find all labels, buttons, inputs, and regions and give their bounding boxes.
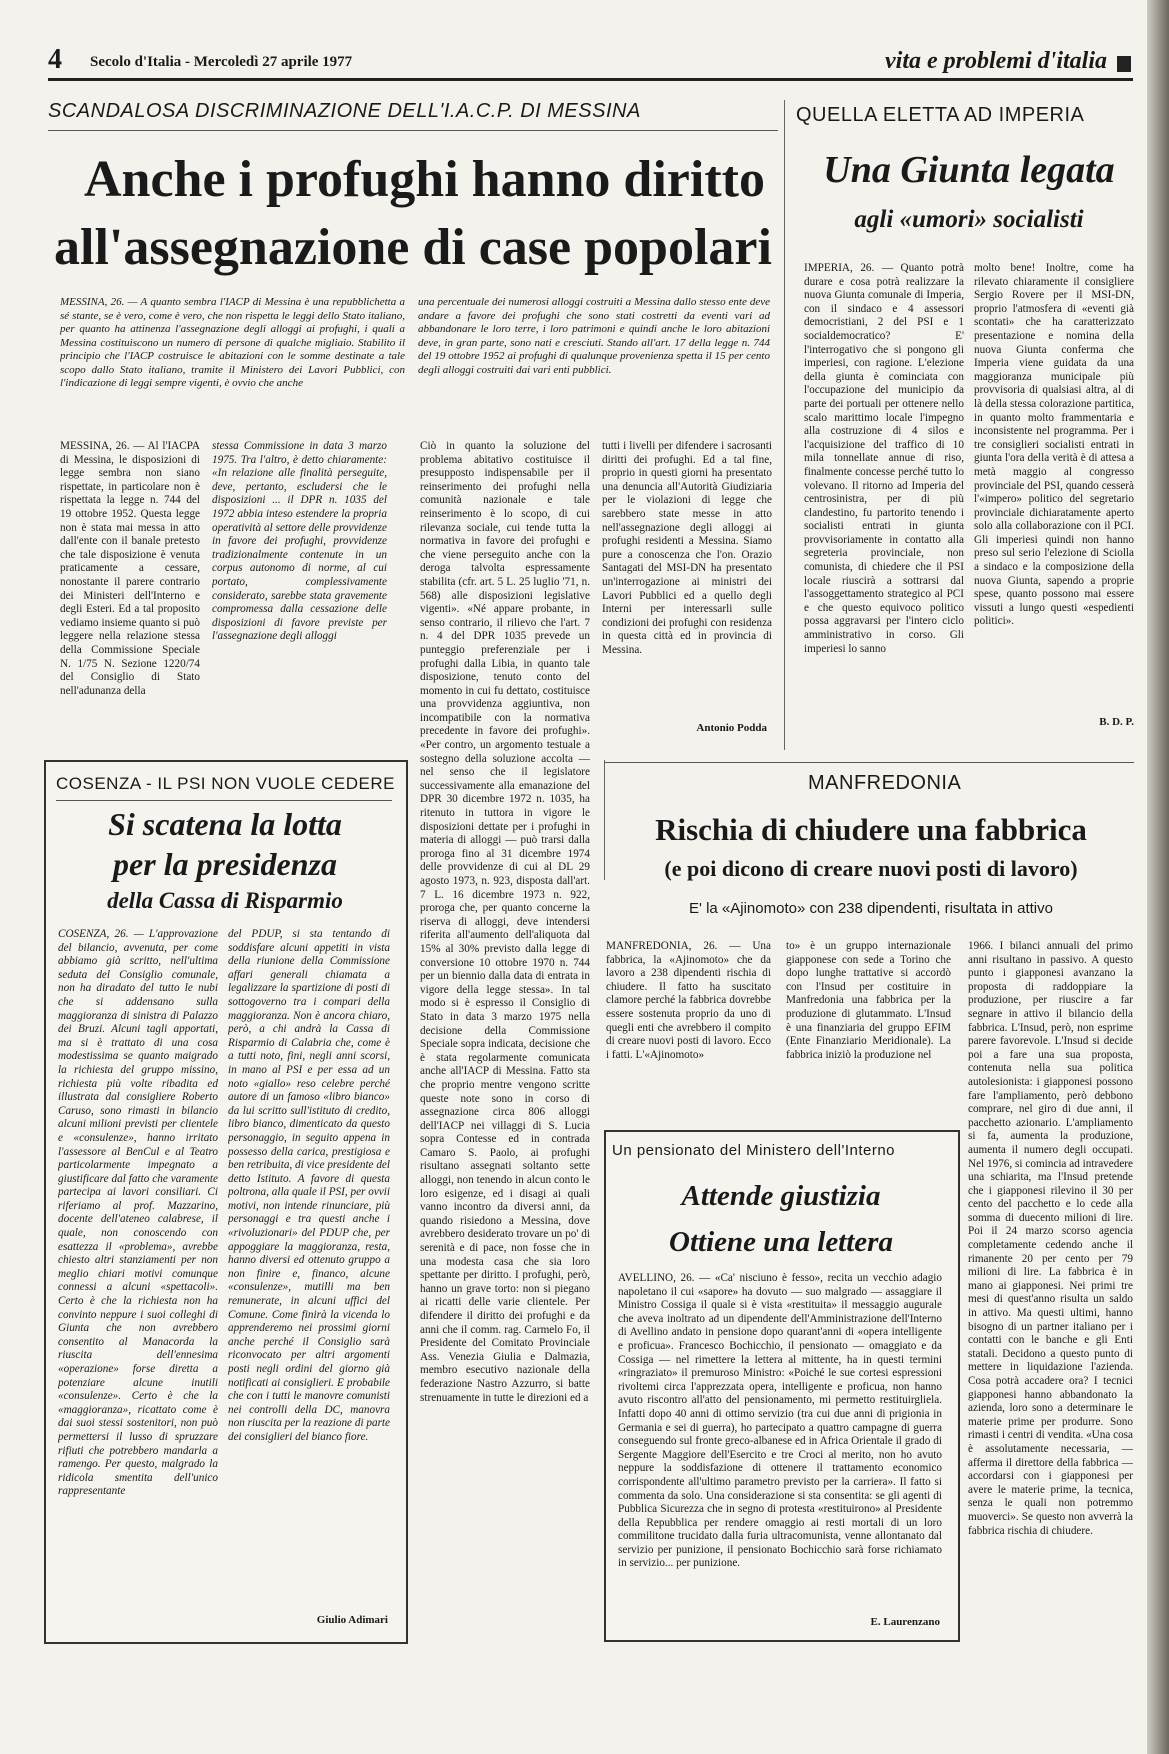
- lead-kicker: SCANDALOSA DISCRIMINAZIONE DELL'I.A.C.P. DI MESSINA: [48, 100, 641, 122]
- manfredonia-headline: Rischia di chiudere una fabbrica: [655, 812, 1087, 847]
- cosenza-kicker-rule: [56, 800, 392, 801]
- manfredonia-kicker: MANFREDONIA: [808, 772, 962, 794]
- cosenza-headline-1: Si scatena la lotta: [108, 806, 342, 842]
- manfredonia-deck: E' la «Ajinomoto» con 238 dipendenti, risultata in attivo: [689, 900, 1053, 917]
- publication-date: Secolo d'Italia - Mercoledì 27 aprile 1977: [90, 54, 353, 70]
- lead-body-col-4: tutti i livelli per difendere i sacrosanti diritti dei profughi. Ed a tal fine, proprio in questi giorni ha presentato una denuncia all'Autorità Giudiziaria per le violazioni di legge che sarebbero state messe in atto nell'assegnazione degli alloggi ai profughi residenti a Messina. Siamo pure a conoscenza che l'on. Orazio Santagati del MSI-DN ha presentato un'interrogazione ai ministri dei Lavori Pubblici ed a quello degli Interni per interessarli sulle condizioni dei profughi con residenza in questa città ed in provincia di Messina.: [602, 440, 772, 656]
- section-mark-icon: [1117, 56, 1131, 72]
- lead-intro-col-2: una percentuale dei numerosi alloggi costruiti a Messina dallo stesso ente deve andare a favore dei profughi che sono stati costretti da eventi vari ad abbandonare le loro terre, i loro patrimoni e quindi anche le loro abitazioni deve, in gran parte, sono nati e cresciuti. Stando all'art. 17 della legge n. 744 del 19 ottobre 1952 ai profughi di qualunque provenienza spetta il 15 per cento degli alloggi costruiti dai vari enti pubblici.: [418, 296, 770, 376]
- lead-intro-col-1: MESSINA, 26. — A quanto sembra l'IACP di Messina è una repubblichetta a sé stante, se è vero, come è vero, che non rispetta le leggi dello Stato italiano, per quanto ha attinenza l'assegnazione degli alloggi ai profughi, i quali a Messina costituiscono un numero di persone di qualche migliaio. Stabilito il principio che l'IACP costruisce le abitazioni con le somme destinate a tale scopo dallo Stato italiano, tramite il Ministero dei Lavori Pubblici, con l'indicazione di leggi sempre vigenti, è ovvio che anche: [60, 296, 405, 389]
- cosenza-col-1: COSENZA, 26. — L'approvazione del bilancio, avvenuta, per come abbiamo già scritto, nell'ultima seduta del Consiglio comunale, non ha diradato del tutto le nubi che si addensano sulla maggioranza di sinistra di Palazzo dei Bruzi. Alcuni tagli apportati, ma si è trattato di una cosa modestissima se quanto maigrado la richiesta del gruppo missino, richiesta più volte ribadita ed illustrata dal consigliere Roberto Caruso, sono rimasti in bilancio alcuni milioni previsti per clientele e «consulenze», hanno irritato l'assessore al BenCul e al Teatro particolarmente impegnato a giustificare dal fatto che varamente partecipa ai lavori consiliari. Ci riferiamo al prof. Mazzarino, docente dell'ateneo calabrese, il quale, non conoscendo con esattezza il «problema», avrebbe chiesto altri stanziamenti per non meglio chiari motivi comunque connessi a alcuni «spettacoli». Certo è che la richiesta non ha convinto neppure i suoi colleghi di Giunta che non avrebbero consentito al Manacorda la riuscita dell'ennesima «operazione» forse diretta a potenziare alcune inutili «consulenze». Certo è che la «maggioranza», ricattato come è dai suoi stessi sostenitori, non può permettersi il lusso di spruzzare rifiuti che potrebbero mandarla a ramengo. Per questo, malgrado la ridicola smentita dell'unico rappresentante: [58, 928, 218, 1498]
- lead-headline-2: all'assegnazione di case popolari: [54, 219, 772, 276]
- imperia-headline: Una Giunta legata: [823, 149, 1115, 191]
- avellino-body: AVELLINO, 26. — «Ca' nisciuno è fesso», recita un vecchio adagio napoletano il cui «sapore» ha dovuto — suo malgrado — assaggiare il Ministro Cossiga il quale si è vista «restituita» il messaggio augurale che aveva inoltrato ad un dipendente dell'Amministrazione dell'Interno di Avellino andato in pensione dopo quarant'anni di «opera intelligente e proficua». Francesco Bochicchio, il pensionato — omaggiato e da Cossiga — nel rimettere la lettera al mittente, ha in questi termini «ringraziato» il premuroso Ministro: «Poiché le sue cortesi espressioni rivoltemi circa l'apprezzata opera, intelligente e proficua, non hanno avuto riscontro all'atto del pensionamento, mi permetto restituirgliela. Infatti dopo 40 anni di ottimo servizio (tra cui due anni di prigionia in Germania e sei di guerra), ho partecipato a quattro campagne di guerra conseguendo sul fronte greco-albanese ed in Africa Orientale il grado di Sergente Maggiore dell'Esercito e tre Croci al merito, non ho avuto neppure la soddisfazione di ottenere il trattamento economico corrispondente all'ultimo parametro previsto per la carriera». Il fatto si commenta da solo. Una considerazione si sta consentita: se gli agenti di Pubblica Sicurezza che in segno di protesta «restituirono» al Presidente della Repubblica per rendere omaggio ai resti mortali di un loro commilitone trucidato dalla furia ultracomunista, venne allontanato dal servizio per punizione, il pensionato Bochicchio sarà forse richiamato in servizio... per punizione.: [618, 1272, 942, 1570]
- imperia-col-1: IMPERIA, 26. — Quanto potrà durare e cosa potrà realizzare la nuova Giunta comunale di Imperia, con il sindaco e 4 assessori democristiani, 2 del PSI e 1 socialdemocratico? E' l'interrogativo che si pongono gli imperiesi, con ragione. L'elezione della giunta è cominciata con l'occupazione del municipio da parte dei portuali per ottenere nello scalo marittimo locale l'impegno alla costruzione di 4 silos e l'acquisizione del traffico di 10 mila tonnellate annue di riso, finalmente concesse perché tutto lo volevano. Il ritorno ad Imperia del centrosinistra, per di più clandestino, fu partorito tenendo i socialisti entrati in giunta provvisoriamente in contatto alla segreteria provinciale, non comunista, di chiedere che il PSI locale riuscirà a sottrarsi dal l'assoggettamento strategico al PCI e che questo equivoco politico possa aggravarsi per l'intero ciclo amministrativo in corso. Gli imperiesi lo sanno: [804, 262, 964, 655]
- lead-signature: Antonio Podda: [696, 722, 767, 734]
- lead-headline-1: Anche i profughi hanno diritto: [84, 151, 765, 208]
- page-number: 4: [48, 44, 62, 75]
- manfredonia-top-rule: [604, 762, 1134, 763]
- lead-body-col-3: Ciò in quanto la soluzione del problema abitativo costituisce il presupposto indispensabile per il reinserimento dei profughi nella comunità nazionale e tale reinserimento è lo scopo, di cui rilevanza sociale, cui tende tutta la normativa in favore dei profughi e che viene perseguito anche con la deroga talvolta espressamente stabilita (cfr. art. 5 L. 25 luglio '71, n. 568) alle disposizioni legislative vigenti». «Né appare probante, in senso contrario, il rilievo che l'art. 7 n. 4 del DPR 1035 prevede un punteggio preferenziale per i profughi dalla Libia, in quanto tale disposizione, tenuto conto del momento in cui fu dettato, costituisce una provvidenza aggiuntiva, non incompatibile con la normativa precedente in favore dei profughi». «Per contro, un argomento testuale a sostegno della soluzione accolta — nel senso che il legislatore successivamente alla emanazione del DPR 30 dicembre 1972 n. 1035, ha ritenuto in tuttora in vigore le disposizioni dettate per i profughi in materia di alloggi — può trarsi dalla proroga fino al 31 dicembre 1974 delle provvidenze di cui al DL 29 agosto 1973, n. 923, disposta dall'art. 7 L. 16 dicembre 1973 n. 922, proroga che, per quanto concerne la riserva di alloggi, deve intendersi riferita all'aumento dell'aliquota dal 15% al 30% previsto dalla legge di conversione 10 ottobre 1970 n. 744 per un biennio dalla data di entrata in vigore della legge stessa». In tal modo si è espresso il Consiglio di Stato in data 3 marzo 1975 nella decisione della Commissione Speciale sopra indicata, decisione che è stata regolarmente comunicata anche all'IACP di Messina. Fatto sta che proprio mentre vengono scritte queste note sono in corso di assegnazione circa 806 alloggi dell'IACP nei villaggi di S. Lucia sopra Contesse ed in contrada Camaro S. Paolo, ai profughi risultano assegnati soltanto sette alloggi, non tenendo in alcun conto le loro esigenze, ed i disagi ai quali vanno incontro da diversi anni, da quando risiedono a Messina, dove avrebbero desiderato trovare un po' di serenità e di pace, non fosse che in una modesta casa che sia loro spettante per diritto. I profughi, però, hanno un grave torto: non si piegano ai ricatti delle varie clientele. Per difendere il diritto dei profughi e da anni che il comm. rag. Carmelo Fo, il Presidente del Comitato Provinciale Ass. Venezia Giulia e Dalmazia, membro esecutivo nazionale della federazione Nastro Azzurro, si batte strenuamente in tutte le direzioni ed a: [420, 440, 590, 1404]
- manfredonia-col-2: to» è un gruppo internazionale giapponese con sede a Torino che dopo lunghe trattative si accordò con l'Insud per costituire in Manfredonia una fabbrica per la produzione di glutammato. L'Insud è una finanziaria del gruppo EFIM (Ente Finanziario Meridionale). La fabbrica iniziò la produzione nel: [786, 940, 951, 1061]
- cosenza-col-2: del PDUP, si sta tentando di soddisfare alcuni appetiti in vista della riunione della Commissione affari generali chiamata a legalizzare la spartizione di posti di sottogoverno tra i compari della maggioranza. Non è ancora chiaro, però, a chi andrà la Cassa di Risparmio di Calabria che, come è a tutti noto, fini, negli anni scorsi, in mano al PSI e per essa ad un noto «giallo» reso celebre perché autore di un famoso «libro bianco» da lui scritto sull'istituto di credito, libro bianco, dimenticato da questo personaggio, in seguito appena in possesso della carica, prestigiosa e ben retribuita, di vice presidente del detto Istituto. A favore di questa poltrona, alla quale il PSI, per ovvii motivi, non intende rinunciare, più personaggi e tra questi anche i «rivoluzionari» del PDUP che, per appoggiare la maggioranza, resta, hanno diversi ed ottenuto gruppo a non finire e, financo, alcune «consulenze», mutilli ma ben remunerate, in alcuni uffici del Comune. Come finirà la vicenda lo apprenderemo nei prossimi giorni anche perché il Consiglio sarà riconvocato per altri argomenti posti negli ordini del giorno già notificati ai consiglieri. E probabile che con i tutti le manovre comunisti nei controlli della DC, manovra non riuscita per la reazione di parte dei consiglieri del bianco fiore.: [228, 928, 390, 1443]
- lead-body-col-1: MESSINA, 26. — Al l'IACPA di Messina, le disposizioni di legge sembra non siano rispettate, in particolare non è rispettata la legge n. 744 del 19 ottobre 1952. Questa legge non è stata mai messa in atto dall'ente con il banale pretesto che tale disposizione è venuta praticamente a cessare, nonostante il parere contrario dei Ministeri dell'Interno e degli Esteri. Ed a tal proposito vediamo insieme quanto si può leggere nella relazione stessa della Commissione Speciale N. 1/75 N. Sezione 1220/74 del Consiglio di Stato nell'adunanza della: [60, 440, 200, 697]
- avellino-signature: E. Laurenzano: [870, 1616, 940, 1628]
- imperia-subhead: agli «umori» socialisti: [854, 206, 1084, 233]
- cosenza-headline-2: per la presidenza: [113, 846, 337, 882]
- cosenza-kicker: COSENZA - IL PSI NON VUOLE CEDERE: [56, 774, 395, 793]
- imperia-kicker: QUELLA ELETTA AD IMPERIA: [796, 104, 1085, 126]
- avellino-headline-1: Attende giustizia: [681, 1180, 881, 1212]
- cosenza-signature: Giulio Adimari: [316, 1614, 388, 1626]
- imperia-col-2: molto bene! Inoltre, come ha rilevato chiaramente il consigliere Sergio Rovere per il MSI-DN, proprio l'atmosfera di «eventi già scontati» che ha caratterizzato presentazione e nomina della nuova Giunta conferma che Imperia viene guidata da una maggioranza municipale più provvisoria di qualsiasi altra, al di là della stessa colorazione partitica, in quanto molto frammentaria e inconsistente nel programma. Per i tre consiglieri socialisti entrati in giunta l'ora della verità è di attesa a metà maggio al congresso provinciale del PSI, quando cesserà l'«impero» politico del segretario provinciale dichiaratamente aperto solo alla collaborazione con il PCI. Gli imperiesi quindi non hanno preso sul serio l'elezione di Sciolla a sindaco e la composizione della nuova Giunta, sapendo a proprie spese, quanto possono mai essere vissuti a lungo questi «espedienti politici».: [974, 262, 1134, 628]
- cosenza-subhead: della Cassa di Risparmio: [107, 888, 343, 913]
- avellino-headline-2: Ottiene una lettera: [669, 1226, 893, 1258]
- section-title: vita e problemi d'italia: [885, 48, 1107, 74]
- avellino-kicker: Un pensionato del Ministero dell'Interno: [612, 1142, 896, 1159]
- manfredonia-subhead: (e poi dicono di creare nuovi posti di lavoro): [664, 856, 1078, 881]
- page-binding-edge: [1147, 0, 1169, 1754]
- manfredonia-col-3: 1966. I bilanci annuali del primo anni risultano in passivo. A questo punto i giapponesi avanzano la proposta di raddoppiare la produzione, per riuscire a far segnare in attivo il bilancio della fabbrica. L'Insud, però, non esprime parere favorevole. L'Insud si decide poi a fare una sua proposta, contenuta nella sua politica autolesionista: i giapponesi possono fare l'ampliamento, però debbono comprare, nel giro di due anni, il pacchetto azionario. L'ampliamento si fa, aumenta la produzione, aumenta il numero degli occupati. Nel 1976, si comincia ad intravedere una schiarita, ma l'Insud pretende che i giapponesi rilevino il 30 per cento del pacchetto e lo cede alla somma di duecento milioni di lire. Poi il 24 marzo scorso agencia completamente cedendo anche il rimanente 20 per cento per 79 milioni di lire. La fabbrica è in mano ai giapponesi. Nei primi tre mesi di quest'anno risulta un saldo in attivo. Ma questi ultimi, hanno bisogno di un partner italiano per i contatti con le banche e gli Enti statali. Decidono a questo punto di mettere in liquidazione l'azienda. Cosa potrà accadere ora? I tecnici giapponesi hanno abbandonato la azienda, loro sono a determinare le materie prime per produrre. Sono rimasti i centri di vendita. «Una cosa è assolutamente necessaria, — afferma il direttore della fabbrica — accordarsi con i giapponesi per avere le materie prime, la tecnica, senza le quali non potremmo muoverci». Se questo non avverrà la fabbrica rischia di chiudere.: [968, 940, 1133, 1537]
- imperia-signature: B. D. P.: [1099, 716, 1134, 728]
- lead-kicker-rule: [48, 130, 778, 131]
- manfredonia-divider: [604, 760, 605, 880]
- manfredonia-col-1: MANFREDONIA, 26. — Una fabbrica, la «Ajinomoto» che da lavoro a 238 dipendenti rischia di chiudere. Il fatto ha suscitato clamore perché la fabbrica dovrebbe essere sostenuta proprio da uno di quegli enti che avrebbero il compito di creare nuovi posti di lavoro. Ecco i fatti. L'«Ajinomoto»: [606, 940, 771, 1061]
- masthead: [48, 44, 1133, 81]
- column-divider: [784, 100, 785, 750]
- lead-body-col-2: stessa Commissione in data 3 marzo 1975. Tra l'altro, è detto chiaramente: «In relazione alle finalità perseguite, deve, pertanto, escludersi che le disposizioni ... il DPR n. 1035 del 1972 abbia inteso estendere la propria operatività al settore delle provvidenze in favore dei profughi, provvidenze tradizionalmente contenute in un corpus autonomo di norme, al cui portato, complessivamente considerato, sarebbe stata gravemente compromessa dalla cessazione delle disposizioni di favore previste per l'assegnazione degli alloggi: [212, 440, 387, 643]
